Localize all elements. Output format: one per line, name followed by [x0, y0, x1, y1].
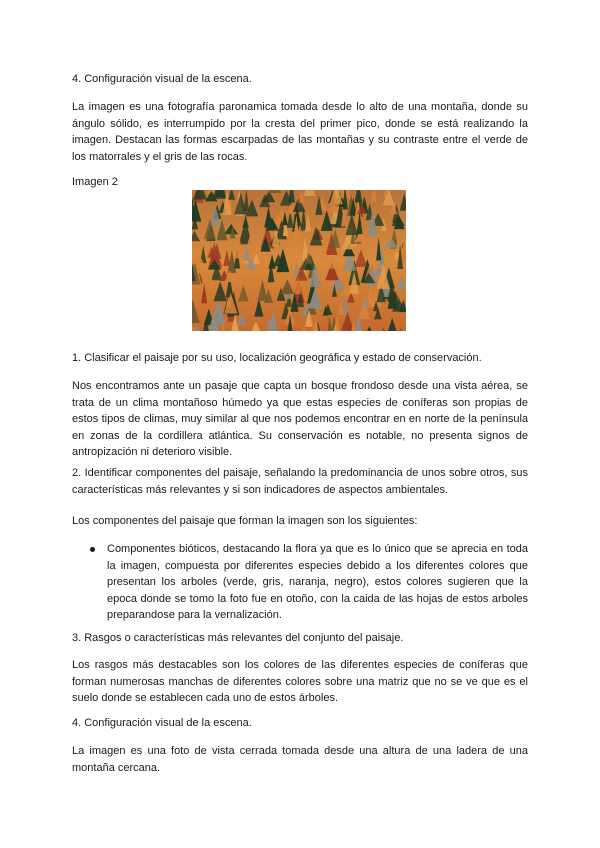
autumn-forest-photo — [192, 190, 406, 331]
section-heading-classify: 1. Clasificar el paisaje por su uso, localización geográfica y estado de conservación. — [72, 352, 482, 364]
image-caption: Imagen 2 — [72, 176, 118, 188]
bullet-item-biotic: Componentes bióticos, destacando la flora ya que es lo único que se aprecia en toda la imagen, compuesta por diferentes especies debido a los diferentes colores que presentan los arboles (verde, gris, naranja, negro), estos colores sugieren que la epoca donde se tomo la foto fue en otoño, con la caida de las hojas de estos arboles preparandose para la vernalización. — [107, 543, 528, 621]
paragraph-visual-config-2: La imagen es una foto de vista cerrada tomada desde una altura de una ladera de una montaña cercana. — [72, 745, 528, 774]
section-heading-features: 3. Rasgos o características más relevantes del conjunto del paisaje. — [72, 632, 404, 644]
section-heading-visual-config: 4. Configuración visual de la escena. — [72, 73, 252, 85]
bullet-icon — [90, 547, 95, 552]
paragraph-features: Los rasgos más destacables son los colores de las diferentes especies de coníferas que forman numerosas manchas de diferentes colores sobre una matriz que no se ve que es el suelo donde se establecen cada uno de estos árboles. — [72, 659, 528, 704]
forest-photo-graphic — [192, 190, 406, 331]
paragraph-visual-config: La imagen es una fotografía paronamica tomada desde lo alto de una montaña, donde su ángulo sólido, es interrumpido por la cresta del primer pico, donde se está realizando la imagen. Destacan las formas escarpadas de las montañas y su contraste entre el verde de los matorrales y el gris de las rocas. — [72, 101, 528, 163]
paragraph-classify: Nos encontramos ante un pasaje que capta un bosque frondoso desde una vista aérea, se trata de un clima montañoso húmedo ya que estas especies de coníferas son propias de estos tipos de climas, muy similar al que nos podemos encontrar en en norte de la península en zonas de la cordillera atlántica. Su conservación es notable, no presenta signos de antropización ni deterioro visible. — [72, 380, 528, 458]
paragraph-components-intro: Los componentes del paisaje que forman la imagen son los siguientes: — [72, 515, 418, 527]
tree-shape — [213, 190, 225, 197]
section-heading-components: 2. Identificar componentes del paisaje, señalando la predominancia de unos sobre otros, sus características más relevantes y si son indicadores de aspectos ambientales. — [72, 467, 528, 496]
bullet-list — [90, 541, 528, 624]
tree-shape — [304, 190, 316, 196]
section-heading-visual-config-2: 4. Configuración visual de la escena. — [72, 717, 252, 729]
tree-shape — [268, 190, 282, 193]
